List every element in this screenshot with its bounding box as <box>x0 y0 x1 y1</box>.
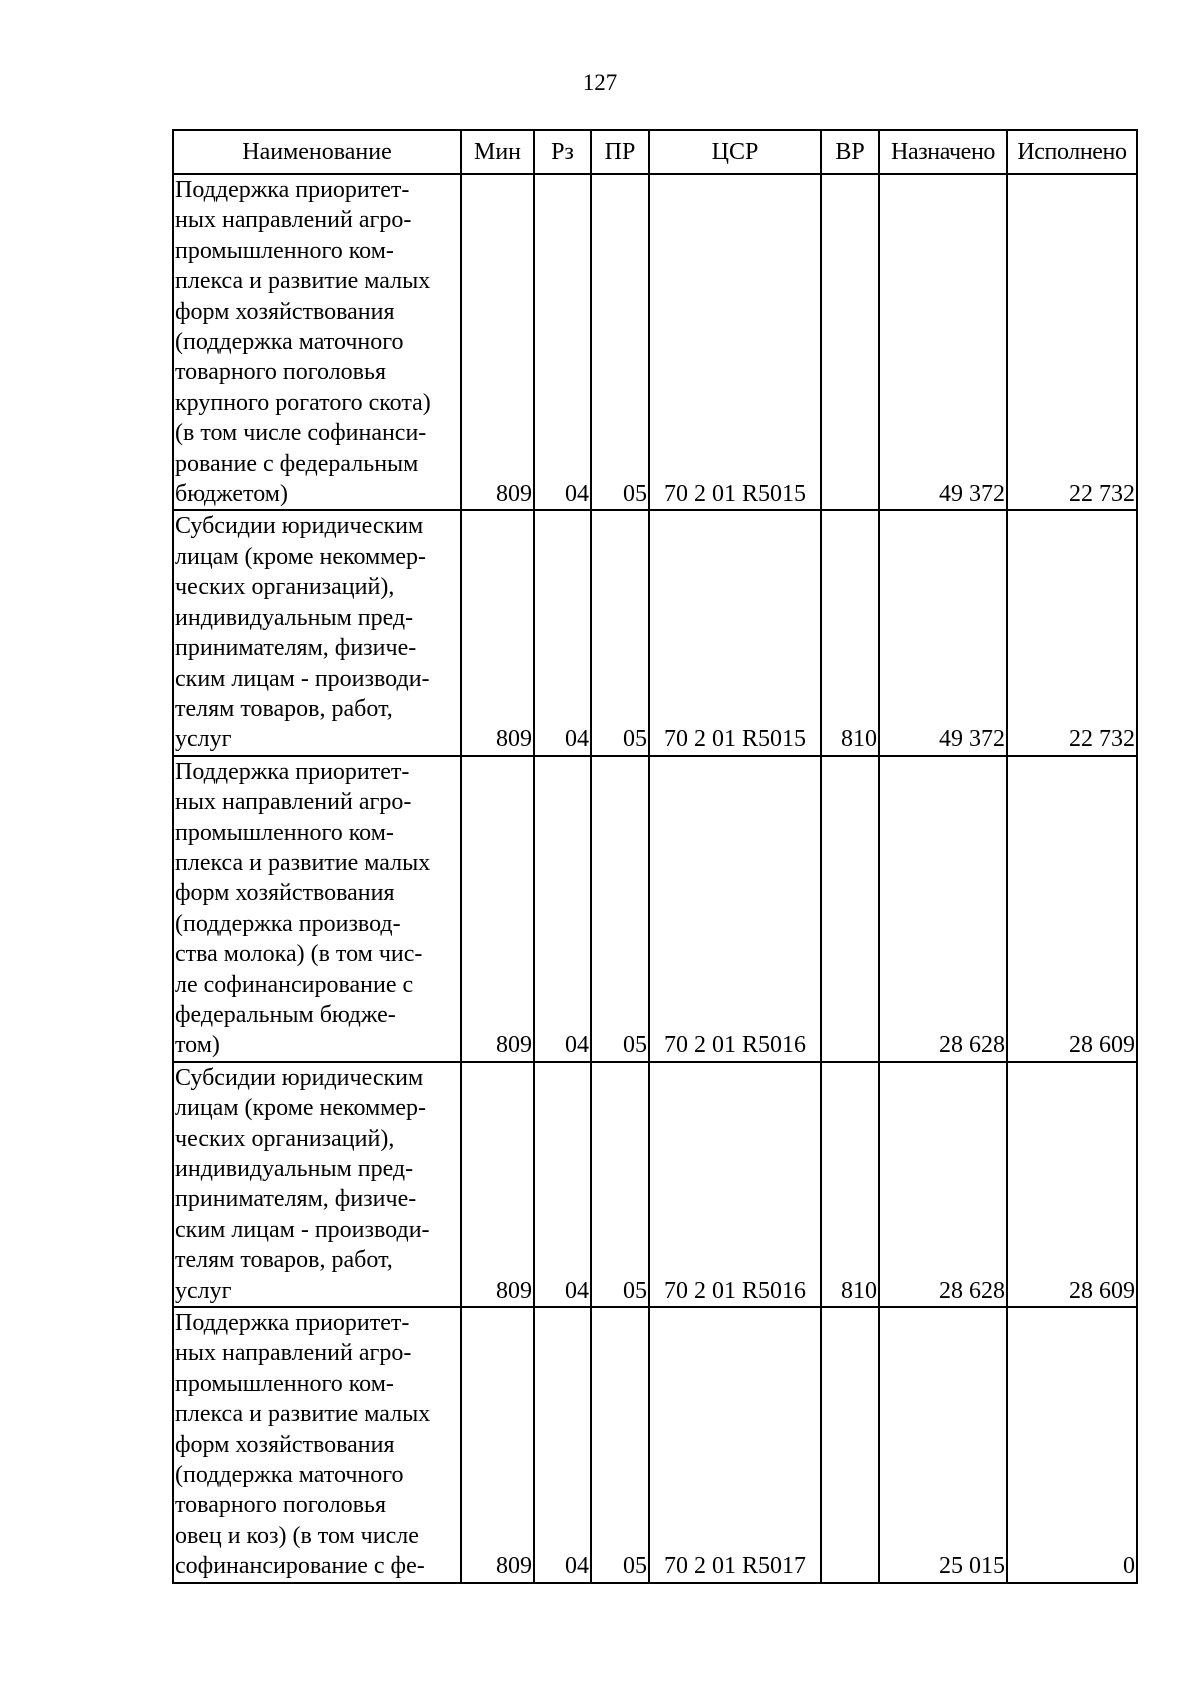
row-vr <box>821 1307 879 1583</box>
row-executed: 22 732 <box>1007 174 1137 510</box>
header-pr: ПР <box>591 130 649 174</box>
row-assigned: 49 372 <box>879 174 1007 510</box>
row-csr: 70 2 01 R5015 <box>649 174 821 510</box>
table-row <box>173 756 1137 1062</box>
row-executed: 22 732 <box>1007 510 1137 755</box>
table-row <box>173 1062 1137 1307</box>
row-min: 809 <box>461 1062 534 1307</box>
header-name: Наименование <box>173 130 461 174</box>
budget-table <box>172 129 1138 1584</box>
header-min: Мин <box>461 130 534 174</box>
header-rz: Рз <box>534 130 591 174</box>
row-vr <box>821 174 879 510</box>
row-name: Поддержка приоритет- ных направлений агро- промышленного ком- плекса и развитие малых форм хозяйствования (поддержка маточного товарного поголовья крупного рогатого скота) (в том числе софинанси- рование с федеральным бюджетом) <box>173 174 461 510</box>
row-csr: 70 2 01 R5017 <box>649 1307 821 1583</box>
row-assigned: 28 628 <box>879 756 1007 1062</box>
row-pr: 05 <box>591 510 649 755</box>
row-min: 809 <box>461 756 534 1062</box>
row-name: Поддержка приоритет- ных направлений агро- промышленного ком- плекса и развитие малых форм хозяйствования (поддержка производ- ства молока) (в том чис- ле софинансирование с федеральным бюдже- том) <box>173 756 461 1062</box>
row-name: Субсидии юридическим лицам (кроме некоммер- ческих организаций), индивидуальным пред- принимателям, физиче- ским лицам - производи- телям товаров, работ, услуг <box>173 510 461 755</box>
row-min: 809 <box>461 174 534 510</box>
row-min: 809 <box>461 1307 534 1583</box>
row-vr: 810 <box>821 1062 879 1307</box>
table-header-row <box>173 130 1137 174</box>
row-assigned: 25 015 <box>879 1307 1007 1583</box>
header-vr: ВР <box>821 130 879 174</box>
row-vr <box>821 756 879 1062</box>
row-executed: 28 609 <box>1007 756 1137 1062</box>
row-name: Субсидии юридическим лицам (кроме некоммер- ческих организаций), индивидуальным пред- принимателям, физиче- ским лицам - производи- телям товаров, работ, услуг <box>173 1062 461 1307</box>
row-executed: 0 <box>1007 1307 1137 1583</box>
row-assigned: 49 372 <box>879 510 1007 755</box>
table-row <box>173 510 1137 755</box>
row-rz: 04 <box>534 1062 591 1307</box>
row-csr: 70 2 01 R5015 <box>649 510 821 755</box>
table-row <box>173 174 1137 510</box>
row-pr: 05 <box>591 1307 649 1583</box>
row-pr: 05 <box>591 1062 649 1307</box>
page-number: 127 <box>582 70 618 95</box>
row-pr: 05 <box>591 756 649 1062</box>
row-csr: 70 2 01 R5016 <box>649 1062 821 1307</box>
header-executed: Исполнено <box>1007 130 1137 174</box>
row-min: 809 <box>461 510 534 755</box>
row-executed: 28 609 <box>1007 1062 1137 1307</box>
row-rz: 04 <box>534 1307 591 1583</box>
header-csr: ЦСР <box>649 130 821 174</box>
table-row <box>173 1307 1137 1583</box>
row-pr: 05 <box>591 174 649 510</box>
row-rz: 04 <box>534 174 591 510</box>
row-vr: 810 <box>821 510 879 755</box>
header-assigned: Назначено <box>879 130 1007 174</box>
row-assigned: 28 628 <box>879 1062 1007 1307</box>
row-rz: 04 <box>534 510 591 755</box>
row-rz: 04 <box>534 756 591 1062</box>
row-csr: 70 2 01 R5016 <box>649 756 821 1062</box>
row-name: Поддержка приоритет- ных направлений агро- промышленного ком- плекса и развитие малых форм хозяйствования (поддержка маточного товарного поголовья овец и коз) (в том числе софинансирование с фе- <box>173 1307 461 1583</box>
